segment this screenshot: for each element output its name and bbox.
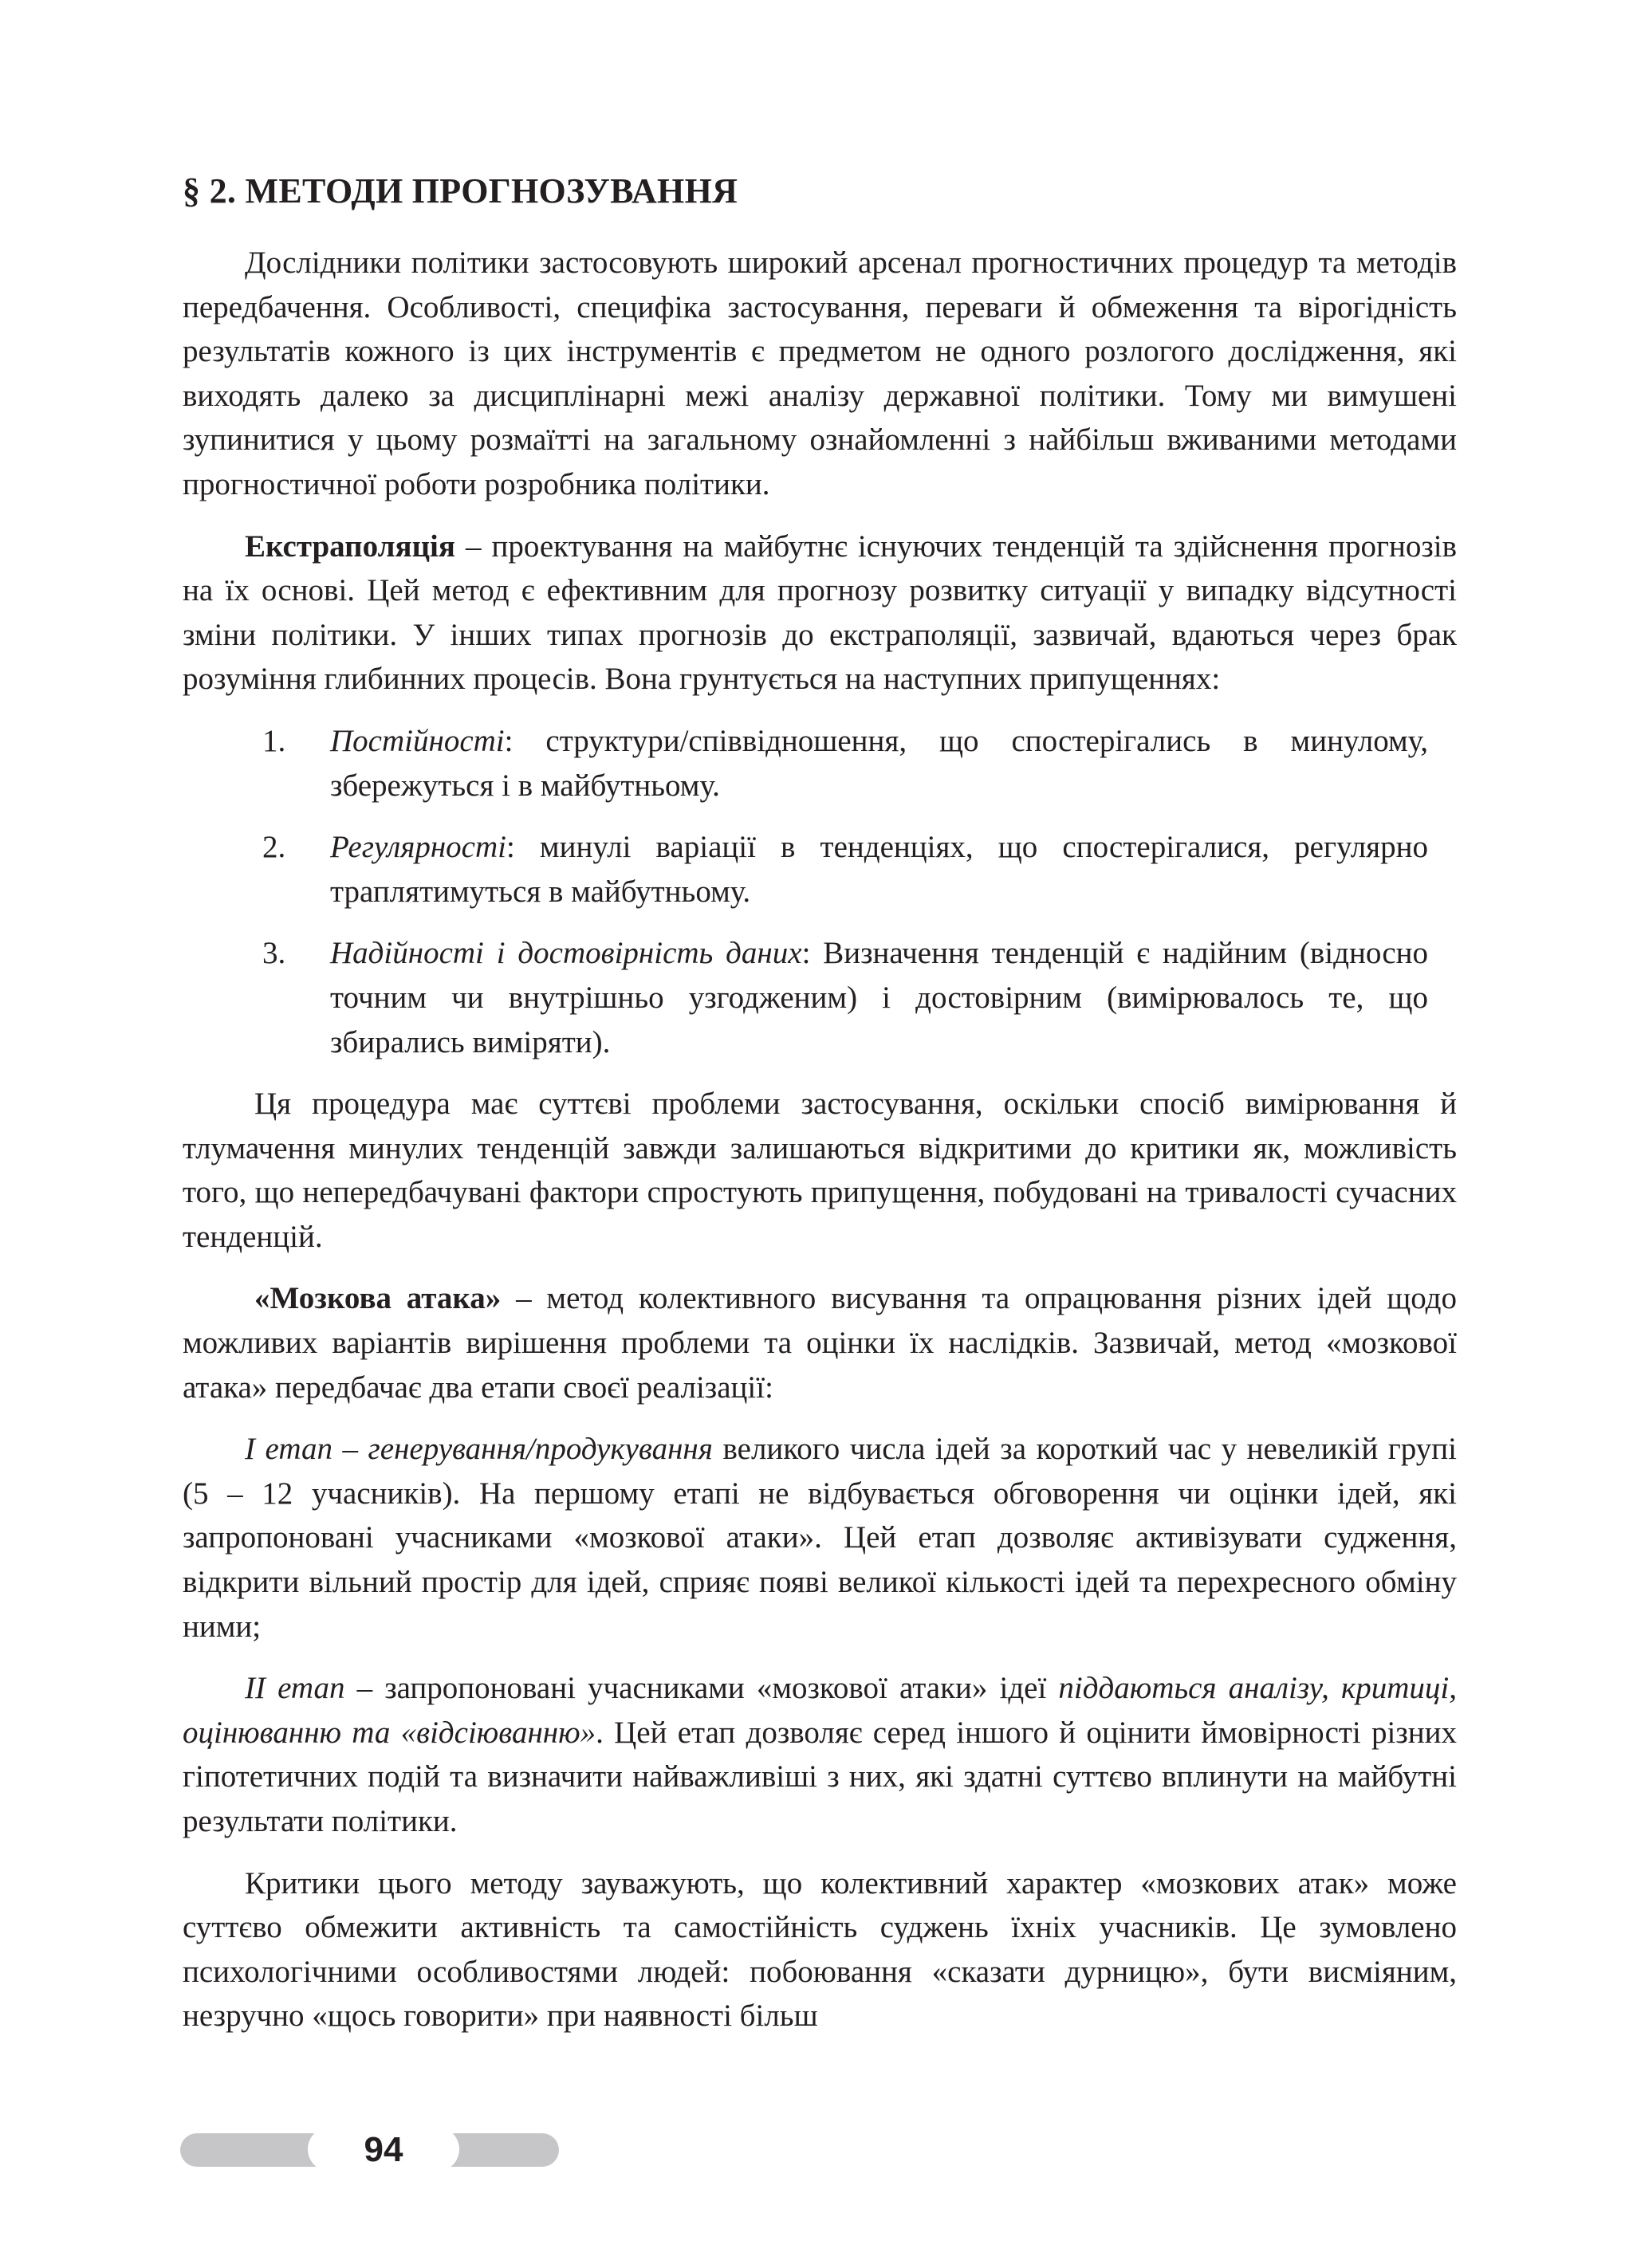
extrapolation-critique-paragraph: Ця процедура має суттєві проблеми застосування, оскільки спосіб вимірювання й тлумачення минулих тенденцій завжди залишаються відкритими до критики як, можливість того, що непередбачувані фактори спростують припущення, побудовані на тривалості сучасних тенденцій. [183,1087,1457,1254]
stage-one-paragraph [183,1427,1457,1649]
brainstorm-paragraph [183,1276,1457,1409]
critics-paragraph: Критики цього методу зауважують, що колективний характер «мозкових атак» може суттєво обмежити активність та самостійність суджень їхніх учасників. Це зумовлено психологічними особливостями людей: побоювання «сказати дурницю», бути висміяним, незручно «щось говорити» при наявності більш [183,1865,1457,2034]
list-item-text: : минулі варіації в тенденціях, що спостерігалися, регулярно траплятимуться в майбутньому. [330,830,1428,909]
assumptions-list [183,719,1457,1064]
brainstorm-definition: – метод колективного висування та опрацювання різних ідей щодо можливих варіантів вирішення проблеми та оцінки їх наслідків. Зазвичай, метод «мозкової атака» передбачає два етапи своєї реалізації: [183,1281,1457,1405]
stage-two-text-b: . Цей етап дозволяє серед іншого й оцінити ймовірності різних гіпотетичних подій та визначити найважливіші з них, які здатні суттєво вплинути на майбутні результати політики. [183,1715,1457,1838]
list-item-term: Постійності [330,723,505,758]
stage-one-term: I етап – генерування/продукування [245,1432,713,1467]
footer-bar-left [180,2133,324,2167]
list-item [262,719,1457,808]
stage-two-term: II етап [245,1671,345,1706]
brainstorm-term: «Мозкова атака» [254,1281,502,1316]
list-item-number: 2. [262,830,286,865]
list-item-number: 3. [262,936,286,971]
page-footer [180,2127,559,2172]
stage-one-text: великого числа ідей за короткий час у невеликій групі (5 – 12 учасників). На першому етапі не відбувається обговорення чи оцінки ідей, які запропоновані учасниками «мозкової атаки». Цей етап дозволяє активізувати судження, відкрити вільний простір для ідей, сприяє появі великої кількості ідей та перехресного обміну ними; [183,1432,1457,1644]
page-number: 94 [308,2127,459,2172]
section-title: § 2. МЕТОДИ ПРОГНОЗУВАННЯ [183,171,738,210]
list-item-number: 1. [262,723,286,758]
stage-two-text-a: – запропоновані учасниками «мозкової атаки» ідеї [344,1671,1059,1706]
list-item-term: Надійності і достовірність даних [330,936,802,971]
intro-paragraph: Дослідники політики застосовують широкий арсенал прогностичних процедур та методів передбачення. Особливості, специфіка застосування, переваги й обмеження та вірогідність результатів кожного із цих інструментів є предметом не одного розлогого дослідження, які виходять далеко за дисциплінарні межі аналізу державної політики. Тому ми вимушені зупинитися у цьому розмаїтті на загальному ознайомленні з найбільш вживаними методами прогностичної роботи розробника політики. [183,246,1457,501]
list-item-text: : Визначення тенденцій є надійним (відносно точним чи внутрішньо узгодженим) і достовірним (вимірювалось те, що збирались виміряти). [330,936,1429,1059]
list-item [262,931,1457,1064]
list-item [262,825,1457,914]
stage-two-italic: піддаються аналізу, критиці, оцінюванню та «відсіюванню» [183,1671,1457,1750]
extrapolation-term: Екстраполяція [245,529,455,564]
extrapolation-paragraph [183,525,1457,702]
page-content [183,169,1457,2056]
stage-two-paragraph [183,1666,1457,1843]
list-item-text: : структури/співвідношення, що спостерігались в минулому, збережуться і в майбутньому. [330,723,1428,803]
extrapolation-definition: – проектування на майбутнє існуючих тенденцій та здійснення прогнозів на їх основі. Цей метод є ефективним для прогнозу розвитку ситуації у випадку відсутності зміни політики. У інших типах прогнозів до екстраполяції, зазвичай, вдаються через брак розуміння глибинних процесів. Вона грунтується на наступних припущеннях: [183,529,1457,697]
list-item-term: Регулярності [330,830,506,865]
